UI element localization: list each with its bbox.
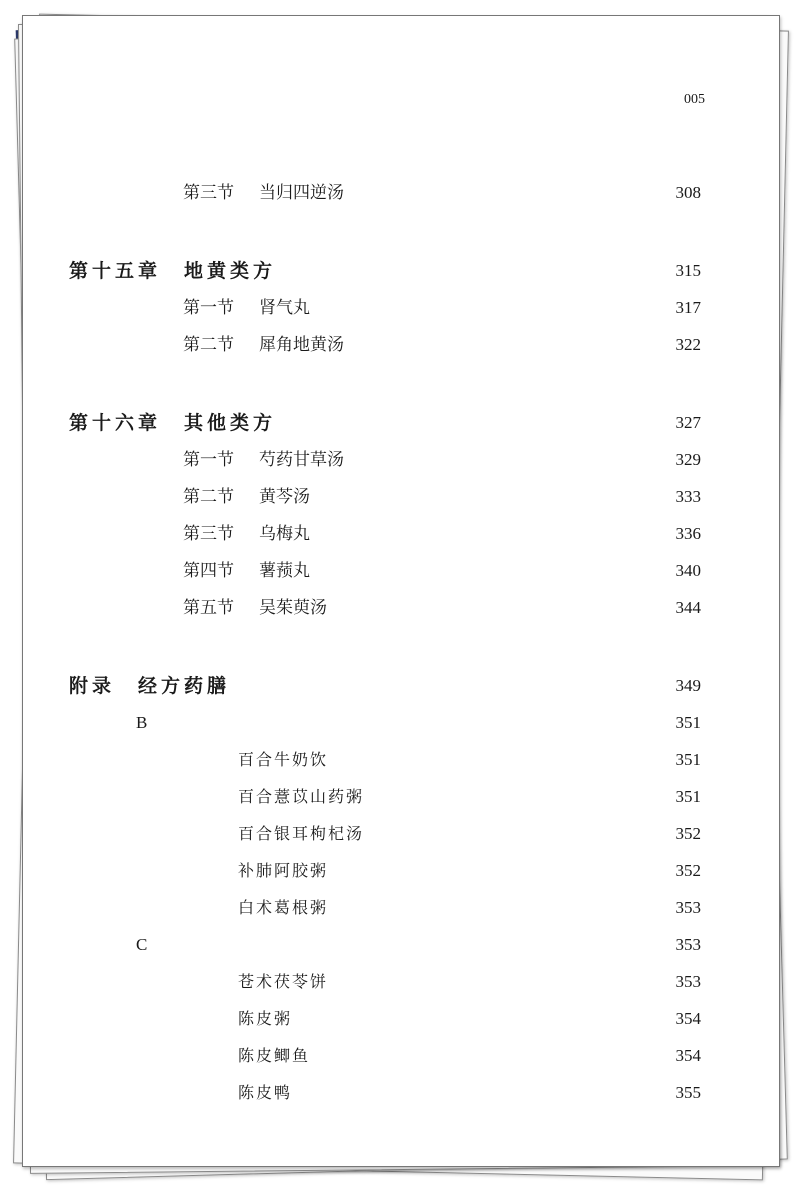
section-page: 344 bbox=[675, 598, 701, 617]
item-page: 351 bbox=[675, 787, 701, 806]
section-page: 308 bbox=[675, 183, 701, 202]
letter-label: C bbox=[136, 935, 148, 954]
section-page: 333 bbox=[675, 487, 701, 506]
item-name: 陈皮鸭 bbox=[238, 1083, 293, 1102]
item-name: 苍术茯苓饼 bbox=[238, 972, 329, 991]
item-page: 354 bbox=[675, 1046, 701, 1065]
item-page: 355 bbox=[675, 1083, 701, 1102]
item-page: 354 bbox=[675, 1009, 701, 1028]
item-page: 353 bbox=[675, 972, 701, 991]
item-page: 352 bbox=[675, 824, 701, 843]
section-name: 芍药甘草汤 bbox=[259, 450, 344, 470]
letter-page: 351 bbox=[675, 713, 701, 732]
section-name: 黄芩汤 bbox=[259, 487, 310, 507]
appendix-title: 附录 经方药膳 bbox=[69, 675, 231, 697]
item-page: 352 bbox=[675, 861, 701, 880]
section-name: 犀角地黄汤 bbox=[259, 335, 344, 355]
appendix-page: 349 bbox=[675, 676, 701, 695]
item-page: 353 bbox=[675, 898, 701, 917]
section-name: 薯蓣丸 bbox=[259, 561, 310, 581]
section-page: 317 bbox=[675, 298, 701, 317]
section-page: 336 bbox=[675, 524, 701, 543]
section-label: 第二节 bbox=[183, 487, 234, 507]
section-name: 肾气丸 bbox=[259, 298, 310, 318]
section-label: 第四节 bbox=[183, 561, 234, 581]
toc-page bbox=[22, 15, 780, 1167]
item-name: 白术葛根粥 bbox=[238, 898, 329, 917]
section-label: 第三节 bbox=[183, 524, 234, 544]
page-number: 005 bbox=[684, 92, 705, 107]
section-page: 322 bbox=[675, 335, 701, 354]
item-name: 百合银耳枸杞汤 bbox=[238, 824, 365, 843]
chapter-page: 327 bbox=[675, 413, 701, 432]
item-page: 351 bbox=[675, 750, 701, 769]
letter-page: 353 bbox=[675, 935, 701, 954]
section-label: 第三节 bbox=[183, 183, 234, 203]
chapter-page: 315 bbox=[675, 261, 701, 280]
section-label: 第一节 bbox=[183, 450, 234, 470]
section-name: 乌梅丸 bbox=[259, 524, 310, 544]
chapter-title: 第十五章 地黄类方 bbox=[69, 260, 277, 282]
item-name: 补肺阿胶粥 bbox=[238, 861, 329, 880]
section-name: 当归四逆汤 bbox=[259, 183, 344, 203]
section-name: 吴茱萸汤 bbox=[259, 598, 327, 618]
item-name: 百合薏苡山药粥 bbox=[238, 787, 365, 806]
item-name: 陈皮鲫鱼 bbox=[238, 1046, 311, 1065]
item-name: 陈皮粥 bbox=[238, 1009, 293, 1028]
section-label: 第五节 bbox=[183, 598, 234, 618]
chapter-title: 第十六章 其他类方 bbox=[69, 412, 277, 434]
letter-label: B bbox=[136, 713, 148, 732]
item-name: 百合牛奶饮 bbox=[238, 750, 329, 769]
section-page: 329 bbox=[675, 450, 701, 469]
section-label: 第二节 bbox=[183, 335, 234, 355]
section-page: 340 bbox=[675, 561, 701, 580]
section-label: 第一节 bbox=[183, 298, 234, 318]
